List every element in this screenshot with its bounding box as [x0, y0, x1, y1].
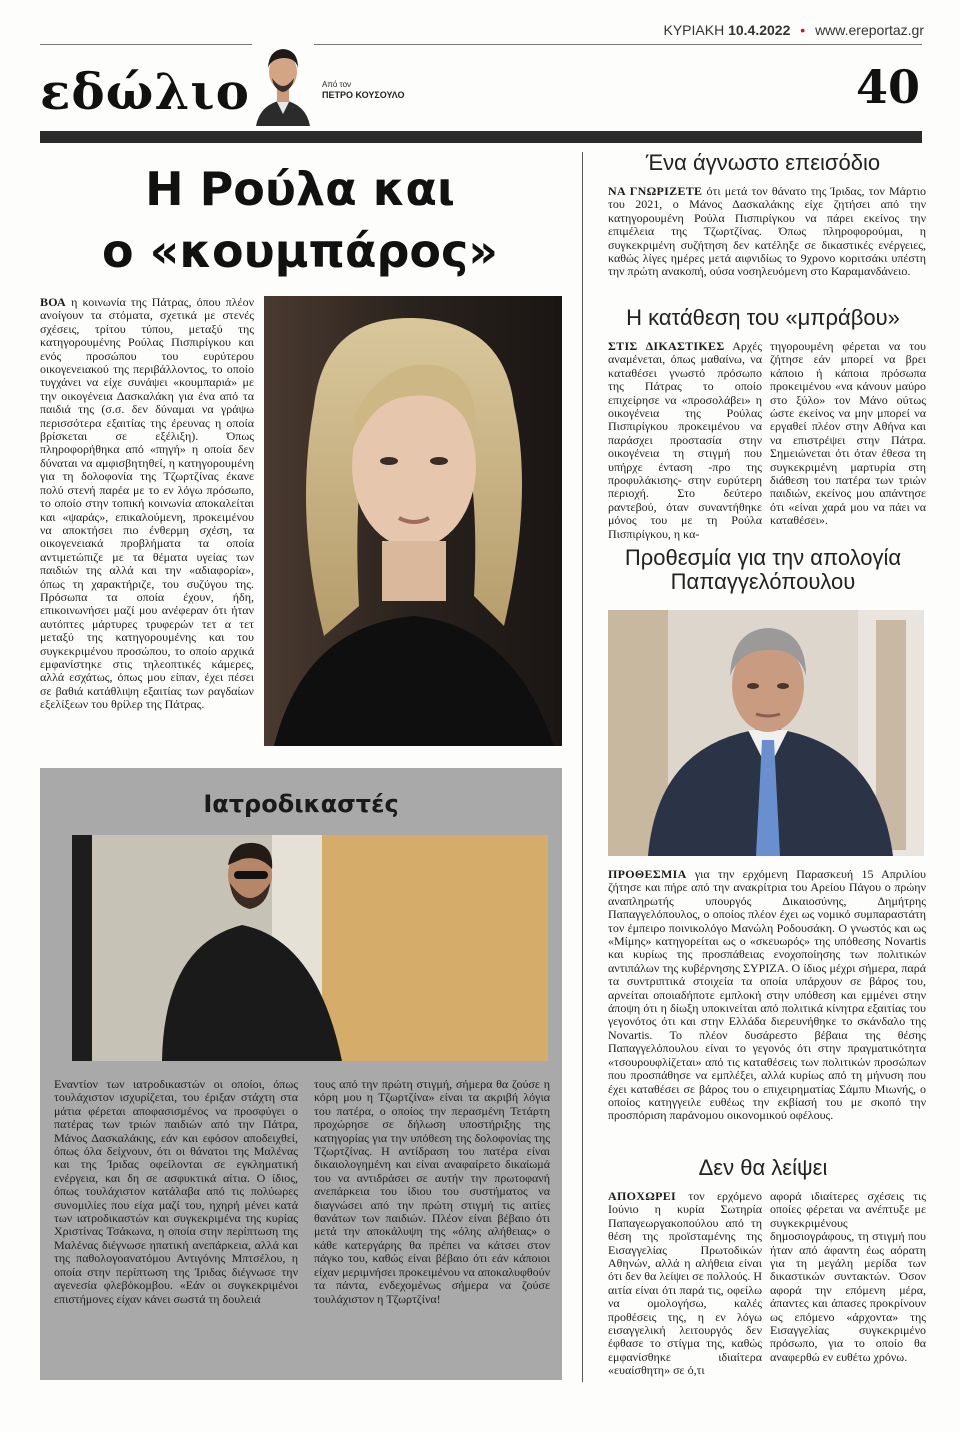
column-logo: εδώλιο	[40, 62, 250, 121]
column-divider	[582, 152, 583, 1382]
suspect-photo	[264, 296, 562, 746]
coroners-box-title: Ιατροδικαστές	[203, 790, 399, 818]
side2-text-col1	[608, 340, 762, 541]
coroners-text-col2: τους από την πρώτη στιγμή, σήμερα θα ζούσε η κόρη μου η Τζωρτζίνα» είναι τα ακριβή λόγια του πατέρα, ο οποίος την περασμένη Τετάρτη προχώρησε σε δήλωση υποστήριξης της κατηγορίας για την υπόθεση της δολοφονίας της Τζωρτζίνας. Η αντίδραση του πατέρα είναι δικαιολογημένη και είναι αναφαίρετο δικαίωμά του να αντιδράσει σε αυτήν την πρωτοφανή ανεπάρκεια του ίδιου του συστήματος να διαγνώσει από την πρώτη στιγμή τις αιτίες θανάτων των παιδιών. Πλέον είναι βέβαιο ότι μετά την αποκάλυψη της «όλης αλήθειας» ο κάθε κατεργάρης θα πρέπει να κάτσει στον πάγκο του, καθώς είναι βέβαιο ότι εάν κάποιοι είχαν μεριμνήσει προκειμένου να αποκαλυφθούν τα πάντα, ενδεχομένως σήμερα να ζούσε τουλάχιστον η Τζωρτζίνα!	[314, 1077, 550, 1306]
side4-lead: ΑΠΟΧΩΡΕΙ	[608, 1189, 677, 1203]
date-value: 10.4.2022	[728, 22, 791, 38]
side2-body-col1: Αρχές αναμένεται, όπως μαθαίνω, να καταθέσει γνωστό πρόσωπο της Πάτρας το οποίο επιχείρησε να «προσολάβει» η οικογένεια της Ρούλας Πισπιρίγκου προκειμένου να παράσχει προστασία στην οικογένεια τη στιγμή που υπήρχε ένταση -προ της προφυλάκισης- στην ευρύτερη περιοχή. Στο δεύτερο ραντεβού, όταν συναντήθηκε μόνος του με τη Ρούλα Πισπιρίγκου, η κα-	[608, 339, 762, 541]
side3-title-line-1: Προθεσμία για την απολογία	[624, 545, 902, 570]
side2-text-col2: τηγορουμένη φέρεται να του ζήτησε εάν μπορεί να βρει κάποιο ή κάποια πρόσωπα προκειμένου «να κάνουν μαύρο στο ξύλο» τον Μάνο ούτως ώστε εκείνος να μην μπορεί να εργαθεί πλέον στην Αθήνα και να επιστρέψει στην Πάτρα. Σημειώνεται ότι όταν έθεσα τη συγκεκριμένη μαρτυρία στη διάθεση του πατέρα των τριών παιδιών, εκείνος μου απάντησε ότι «είναι χαρά μου να πάει να καταθέσει».	[770, 339, 926, 528]
columnist-portrait	[252, 38, 314, 126]
date-day: ΚΥΡΙΑΚΗ	[663, 22, 725, 38]
headline-line-1: Η Ρούλα και	[145, 162, 455, 216]
main-headline	[40, 158, 560, 282]
side2-lead: ΣΤΙΣ ΔΙΚΑΣΤΙΚΕΣ	[608, 339, 725, 353]
byline-prefix: Από τον	[322, 80, 352, 89]
date-separator: •	[800, 22, 806, 38]
main-article-lead: ΒΟΑ	[40, 295, 67, 309]
main-article-text	[40, 296, 254, 712]
side1-text	[608, 185, 926, 279]
side4-text-col1	[608, 1190, 762, 1378]
masthead-rule	[40, 44, 922, 45]
page-number: 40	[855, 60, 920, 114]
side4-title: Δεν θα λείψει	[698, 1155, 828, 1180]
website-link[interactable]: www.ereportaz.gr	[815, 22, 924, 38]
side1-title: Ένα άγνωστο επεισόδιο	[645, 150, 881, 175]
papaggelopoulos-photo	[608, 610, 924, 856]
side1-body: ότι μετά τον θάνατο της Ίριδας, τον Μάρτιο του 2021, ο Μάνος Δασκαλάκης είχε ζητήσει από την κατηγορουμένη Ρούλα Πισπιρίγκου να πάρει εκείνος την επιμέλεια της Τζωρτζίνας. Όπως πληροφορούμαι, η συγκεκριμένη συζήτηση δεν κατέληξε σε δικαστικές ενέργειες, καθώς λίγες ημέρες μετά αιφνιδίως το 9χρονο κοριτσάκι υπέστη την πρώτη ανακοπή, ούσα νοσηλευόμενη στο Καραμανδάνειο.	[608, 184, 926, 279]
side3-text	[608, 868, 926, 1123]
side3-title-line-2: Παπαγγελόπουλου	[670, 569, 856, 594]
coroners-text-col1: Εναντίον των ιατροδικαστών οι οποίοι, όπως τουλάχιστον ισχυρίζεται, του έριξαν στάχτη στα μάτια φέρεται αποφασισμένος να προσφύγει ο πατέρας των τριών παιδιών από την Πάτρα, Μάνος Δασκαλάκης, εάν και εφόσον αποδειχθεί, όπως όλα δείχνουν, ότι οι θάνατοι της Μαλένας και της Ίριδας οφείλονται σε εγκληματική ενέργεια, και δη σε ασφυκτικά αίτια. Ο ίδιος, όπως τουλάχιστον κατάλαβα από τις πολύωρες συνομιλίες που είχα μαζί του, ηχηρή μένει κατά των ιατροδικαστών και συγκεκριμένα της κυρίας Χριστίνας Τσάκωνα, η οποία στην περίπτωση της Μαλένας διέγνωσε ηπατική ανεπάρκεια, αλλά και της παθολογοανατόμου Αντιγόνης Μπτσέλου, η οποία στην περίπτωση της Ίριδας διέγνωσε την αγενεσία φλεβόκομβου. «Εάν οι συγκεκριμένοι επιστήμονες είχαν κάνει σωστά τη δουλειά	[54, 1077, 298, 1306]
side3-lead: ΠΡΟΘΕΣΜΙΑ	[608, 867, 687, 881]
headline-line-2: ο «κουμπάρος»	[101, 224, 499, 278]
side2-title: Η κατάθεση του «μπράβου»	[626, 305, 900, 330]
father-photo	[72, 835, 548, 1061]
side3-title	[600, 546, 926, 594]
issue-date	[663, 22, 924, 38]
side4-text-col2: αφορά ιδιαίτερες σχέσεις τις οποίες φέρεται να ανέπτυξε με συγκεκριμένους δημοσιογράφους, τη στιγμή που ήταν από άφαντη έως αόρατη για τη μεγάλη μερίδα των δικαστικών συντακτών. Όσον αφορά την επόμενη μέρα, άπαντες και άπασες προκρίνουν ως επόμενο «άρχοντα» της Εισαγγελίας συγκεκριμένο πρόσωπο, για το οποίο θα αναφερθώ εν ευθέτω χρόνω.	[770, 1189, 926, 1364]
main-article-body: η κοινωνία της Πάτρας, όπου πλέον ανοίγουν τα στόματα, σχετικά με στενές σχέσεις, τρίτου τύπου, μεταξύ της κατηγορουμένης Ρούλας Πισπιρίγκου και ενός προσώπου του ευρύτερου οικογενειακού της περιβάλλοντος, το οποίο τυγχάνει να είχε συνάψει «κουμπαριά» με την οικογένεια Δασκαλάκη για ένα από τα παιδιά της (σ.σ. δεν δύναμαι να γράψω περισσότερα εξαιτίας της έρευνας η οποία βρίσκεται σε εξέλιξη). Όπως πληροφορήθηκα από «πηγή» η οποία δεν δύναται να αμφισβητηθεί, η κατηγορουμένη για τη δολοφονία της Τζωρτζίνας έκανε πολύ στενή παρέα με το εν λόγω πρόσωπο, το οποίο στην τοπική κοινωνία αποκαλείται και «ψαράς», επικαλούμενη, προκειμένου να αποκτήσει πιο ένθερμη σχέση, τα οικογενειακά προβλήματα τα οποία αντιμετώπιζε με τα θέματα υγείας των παιδιών της αλλά και την «αδιαφορία», όπως τη χαρακτήριζε, του συζύγου της. Πρόσωπα τα οποία έχουν, ήδη, επικοινωνήσει μαζί μου ανέφεραν ότι ήταν αυτόπτες μάρτυρες τρυφερών τετ α τετ μεταξύ της κατηγορουμένης και του συγκεκριμένου προσώπου, το οποίο αρχικά εμφανίστηκε στις τηλεοπτικές κάμερες, αλλά εσχάτως, όπως μου είπαν, έχει πέσει σε βαθιά κατάθλιψη εξαιτίας των ραγδαίων εξελίξεων του θρίλερ της Πάτρας.	[40, 295, 255, 712]
side4-body-col1: τον ερχόμενο Ιούνιο η κυρία Σωτηρία Παπαγεωργακοπούλου από τη θέση της προϊσταμένης της Εισαγγελίας Πρωτοδικών Αθηνών, αλλά η αλήθεια είναι ότι δεν θα λείψει σε πολλούς. Η αιτία είναι ότι παρά τις, οφείλω να ομολογήσω, καλές προθέσεις της, η εν λόγω εισαγγελική λειτουργός δεν έφθασε το στίγμα της, καθώς εμφανίσθηκε ιδιαίτερα «ευαίσθητη» σε ό,τι	[608, 1189, 762, 1378]
byline-name: ΠΕΤΡΟ ΚΟΥΣΟΥΛΟ	[322, 90, 405, 100]
header-bar	[40, 131, 922, 143]
side3-body: για την ερχόμενη Παρασκευή 15 Απριλίου ζήτησε και πήρε από την ανακρίτρια του Αρείου Πάγου ο πρώην αναπληρωτής υπουργός Δικαιοσύνης, Δημήτρης Παπαγγελόπουλος, ο οποίος πλέον έχει ως νομικό συμπαραστάτη τον έμπειρο ποινικολόγο Μανώλη Ροδουσάκη. Ο γνωστός και ως «Μίμης» κατηγορείται ως ο «σκευωρός» της υπόθεσης Novartis και κυρίως της προσπάθειας ενοχοποίησης των πολιτικών αντιπάλων της κυβέρνησης ΣΥΡΙΖΑ. Ο ίδιος μέχρι σήμερα, παρά τα συντριπτικά στοιχεία τα οποία υπάρχουν σε βάρος του, αρνείται οποιαδήποτε εμπλοκή στην υπόθεση και εμμένει στην άποψη ότι η δίωξη υποκινείται από πολιτικά κίνητρα εξαιτίας του γεγονότος ότι και στην Ελλάδα διερευνήθηκε το σκάνδαλο της Novartis. Το πλέον δυσάρεστο βέβαια της θέσης Παπαγγελόπουλου είναι το γεγονός ότι στην πραγματικότητα «τσουρουφλίζεται» από τις καταθέσεις των πολιτικών προσώπων που προσπάθησε να εμπλέξει, αλλά κυρίως από τη μήνυση που έχει καταθέσει σε βάρος του ο επιχειρηματίας Σάμπυ Μιωνής, ο οποίος κατηγγειλε ευθέως την εκβίασή του με σκοπό την προσπόριση παράνομου οικονομικού οφέλους.	[608, 867, 927, 1123]
byline	[322, 80, 404, 100]
side1-lead: ΝΑ ΓΝΩΡΙΖΕΤΕ	[608, 184, 703, 198]
